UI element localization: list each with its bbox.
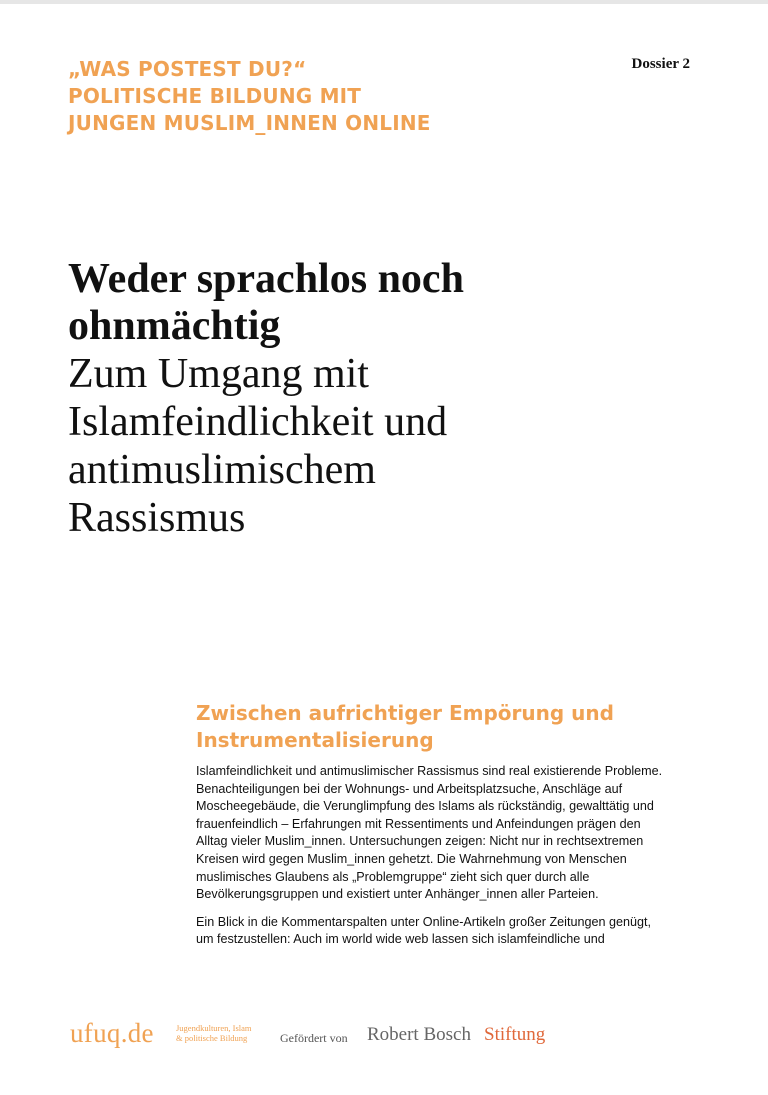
series-title-line-2: POLITISCHE BILDUNG MIT [68,84,362,108]
ufuq-subtitle-line-2: & politische Bildung [176,1033,248,1043]
top-border [0,0,768,4]
ufuq-logo: ufuq.de [70,1018,154,1048]
paragraph-1 [196,763,696,904]
paragraph-1-line: Alltag vieler Muslim_innen. Untersuchungen zeigen: Nicht nur in rechtsextremen [196,834,644,849]
paragraph-2-line: um festzustellen: Auch im world wide web lassen sich islamfeindliche und [196,932,605,947]
funded-by-label: Gefördert von [280,1031,348,1045]
ufuq-subtitle-line-1: Jugendkulturen, Islam [176,1023,252,1033]
series-title-line-3: JUNGEN MUSLIM_INNEN ONLINE [68,111,431,135]
paragraph-1-line: Benachteiligungen bei der Wohnungs- und Arbeitsplatzsuche, Anschläge auf [196,781,623,796]
paragraph-1-line: frauenfeindlich – Erfahrungen mit Ressentiments und Anfeindungen prägen den [196,816,641,831]
title-line-2: ohnmächtig [68,303,281,349]
subtitle-line-1: Zum Umgang mit [68,351,369,397]
paragraph-1-line: Islamfeindlichkeit und antimuslimischer Rassismus sind real existierende Probleme. [196,764,663,778]
footer [70,1018,700,1058]
subtitle-line-4: Rassismus [68,495,246,541]
title-line-1: Weder sprachlos noch [68,256,464,302]
subtitle-line-2: Islamfeindlichkeit und [68,399,448,445]
section-heading-line-2: Instrumentalisierung [196,728,434,752]
paragraph-1-line: Moscheegebäude, die Verunglimpfung des Islams als rückständig, gewalttätig und [196,799,654,814]
paragraph-1-line: muslimisches Glaubens als „Problemgruppe“ zieht sich quer durch alle [196,869,590,884]
subtitle-line-3: antimuslimischem [68,447,376,493]
funder-suffix: Stiftung [484,1024,546,1045]
section-heading-line-1: Zwischen aufrichtiger Empörung und [196,701,614,725]
series-title [68,56,431,137]
intro-section [196,700,696,959]
paragraph-2-line: Ein Blick in die Kommentarspalten unter Online-Artikeln großer Zeitungen genügt, [196,914,652,929]
paragraph-1-line: Bevölkerungsgruppen und existiert unter Anhänger_innen aller Parteien. [196,887,599,902]
paragraph-1-line: Kreisen wird gegen Muslim_innen gehetzt. Die Wahrnehmung von Menschen [196,851,627,866]
paragraph-2 [196,914,696,949]
dossier-label: Dossier 2 [631,56,690,72]
funder-name: Robert Bosch [367,1024,471,1045]
section-heading [196,700,696,754]
ufuq-logo-subtitle [176,1023,252,1043]
document-title [68,256,588,542]
series-title-line-1: „WAS POSTEST DU?“ [68,57,307,81]
